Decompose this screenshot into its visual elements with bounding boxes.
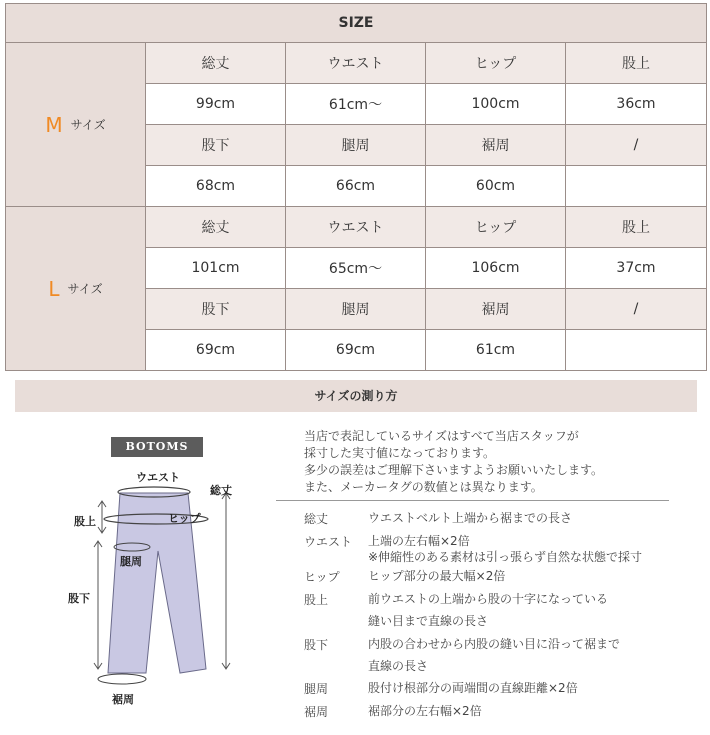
definition-term: 総丈	[304, 512, 329, 526]
value-cell: 61cm～	[286, 84, 426, 125]
intro-line: 多少の誤差はご理解下さいますようお願いいたします。	[304, 463, 604, 477]
value-cell: 66cm	[286, 166, 426, 207]
header-cell: 総丈	[146, 207, 286, 248]
header-cell: 腿周	[286, 289, 426, 330]
diagram-label-inseam: 股下	[68, 592, 90, 605]
divider	[276, 500, 669, 501]
value-cell: 68cm	[146, 166, 286, 207]
definition-term: ヒップ	[304, 570, 340, 584]
header-cell: /	[566, 125, 707, 166]
definition-desc: ヒップ部分の最大幅×2倍	[368, 569, 506, 583]
size-letter: M	[45, 112, 63, 137]
definition-desc-line: 内股の合わせから内股の縫い目に沿って裾まで	[368, 637, 621, 651]
howto-title: サイズの測り方	[15, 380, 697, 412]
definition-term: 裾周	[304, 705, 329, 719]
definition-desc-line: 直線の長さ	[368, 659, 429, 673]
value-cell: 69cm	[286, 330, 426, 371]
value-cell: 101cm	[146, 248, 286, 289]
size-label-l	[6, 207, 146, 371]
header-cell: 腿周	[286, 125, 426, 166]
header-cell: /	[566, 289, 707, 330]
intro-line: 採寸した実寸値になっております。	[304, 446, 496, 460]
value-cell: 106cm	[426, 248, 566, 289]
header-cell: 股上	[566, 43, 707, 84]
definition-desc	[368, 533, 642, 565]
header-cell: 股下	[146, 289, 286, 330]
header-cell: ヒップ	[426, 43, 566, 84]
diagram-label-hem: 裾周	[112, 693, 134, 706]
header-cell: 股下	[146, 125, 286, 166]
botoms-badge: BOTOMS	[111, 437, 203, 457]
definition-term: 股上	[304, 593, 329, 607]
value-cell: 100cm	[426, 84, 566, 125]
definition-desc: 裾部分の左右幅×2倍	[368, 704, 482, 718]
diagram-label-rise: 股上	[74, 515, 96, 528]
diagram-label-waist: ウエスト	[136, 471, 180, 484]
definition-desc-line: 上端の左右幅×2倍	[368, 534, 470, 548]
value-cell: 37cm	[566, 248, 707, 289]
value-cell	[566, 166, 707, 207]
definition-term: ウエスト	[304, 535, 353, 549]
size-letter: L	[48, 276, 60, 301]
header-cell: ウエスト	[286, 43, 426, 84]
definition-desc-line: ※伸縮性のある素材は引っ張らず自然な状態で採寸	[368, 550, 643, 564]
intro-text	[304, 428, 694, 496]
definition-term: 股下	[304, 638, 329, 652]
pants-diagram	[60, 433, 270, 723]
header-cell: 総丈	[146, 43, 286, 84]
header-cell: 裾周	[426, 289, 566, 330]
size-word: サイズ	[70, 118, 106, 132]
diagram-label-thigh: 腿周	[120, 555, 142, 568]
value-cell: 69cm	[146, 330, 286, 371]
value-cell: 36cm	[566, 84, 707, 125]
definition-desc: ウエストベルト上端から裾までの長さ	[368, 511, 573, 525]
diagram-label-total-length: 総丈	[210, 484, 232, 497]
intro-line: また、メーカータグの数値とは異なります。	[304, 480, 543, 494]
size-table-title: SIZE	[6, 4, 707, 43]
value-cell: 99cm	[146, 84, 286, 125]
definition-desc-line: 縫い目まで直線の長さ	[368, 614, 489, 628]
header-cell: 股上	[566, 207, 707, 248]
definition-desc	[368, 636, 620, 674]
definition-desc-line: 前ウエストの上端から股の十字になっている	[368, 592, 609, 606]
definition-term: 腿周	[304, 682, 329, 696]
header-cell: 裾周	[426, 125, 566, 166]
definition-desc	[368, 591, 608, 629]
definition-desc: 股付け根部分の両端間の直線距離×2倍	[368, 681, 578, 695]
header-cell: ウエスト	[286, 207, 426, 248]
value-cell: 65cm～	[286, 248, 426, 289]
size-word: サイズ	[67, 282, 103, 296]
value-cell: 60cm	[426, 166, 566, 207]
intro-line: 当店で表記しているサイズはすべて当店スタッフが	[304, 429, 579, 443]
size-table	[5, 3, 707, 371]
diagram-label-hip: ヒップ	[168, 512, 201, 525]
value-cell: 61cm	[426, 330, 566, 371]
size-label-m	[6, 43, 146, 207]
header-cell: ヒップ	[426, 207, 566, 248]
value-cell	[566, 330, 707, 371]
